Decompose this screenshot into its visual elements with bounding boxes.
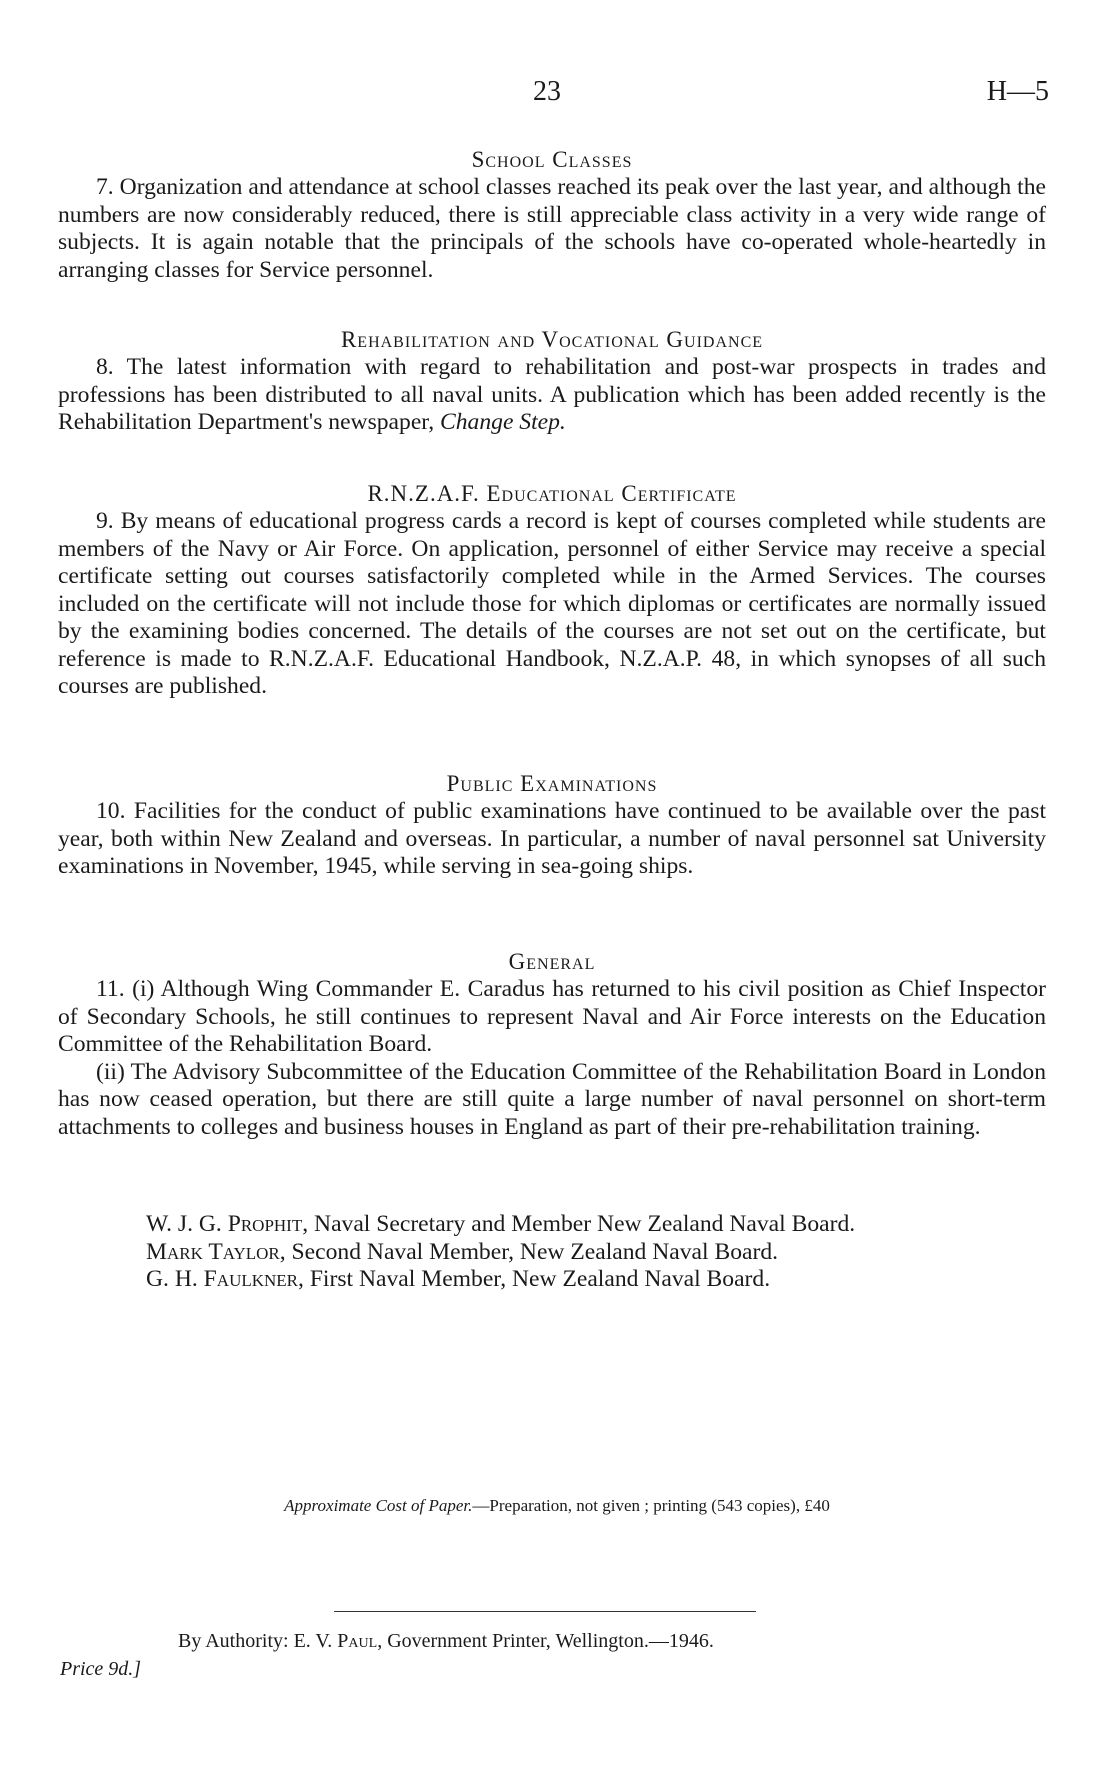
signatory	[146, 1211, 855, 1239]
section-heading: Public Examinations	[446, 771, 658, 796]
signatory-title: , First Naval Member, New Zealand Naval Board.	[298, 1266, 771, 1292]
section-heading: General	[508, 949, 596, 974]
signatory-name: G. H. Faulkner	[146, 1266, 299, 1292]
section-educational-certificate	[58, 480, 1046, 701]
section-school-classes	[58, 146, 1046, 284]
signatory-name: Mark Taylor	[146, 1238, 280, 1265]
cost-text: —Preparation, not given ; printing (543 copies), £40	[472, 1496, 830, 1515]
cost-note	[0, 1496, 1114, 1516]
page-number: 23	[533, 76, 561, 107]
section-heading: R.N.Z.A.F. Educational Certificate	[367, 481, 737, 506]
printer-name: E. V. Paul	[293, 1630, 378, 1652]
signatory	[146, 1266, 855, 1294]
signatory-name: W. J. G. Prophit	[146, 1211, 303, 1237]
section-heading: School Classes	[471, 147, 633, 172]
paragraph: 11. (i) Although Wing Commander E. Caradus has returned to his civil position as Chief Inspector of Secondary Schools, he still continues to represent Naval and Air Force interests on the Education Committee of the Rehabilitation Board.	[58, 976, 1046, 1057]
newspaper-title: Change Step.	[440, 409, 566, 435]
cost-label: Approximate Cost of Paper.	[284, 1496, 473, 1515]
paragraph: 7. Organization and attendance at school classes reached its peak over the last year, and although the numbers are now considerably reduced, there is still appreciable class activity in a very wide range of subjects. It is again notable that the principals of the schools have co-operated whole-heartedly in arranging classes for Service personnel.	[58, 174, 1046, 283]
authority-prefix: By Authority:	[178, 1630, 294, 1652]
price-label: Price 9d.]	[60, 1658, 142, 1680]
section-public-examinations	[58, 770, 1046, 881]
paragraph: (ii) The Advisory Subcommittee of the Education Committee of the Rehabilitation Board in London has now ceased operation, but there are still quite a large number of naval personnel on short-term attachments to colleges and business houses in England as part of their pre-rehabilitation training.	[58, 1058, 1046, 1140]
section-general	[58, 948, 1046, 1141]
paragraph: 10. Facilities for the conduct of public examinations have continued to be available over the past year, both within New Zealand and overseas. In particular, a number of naval personnel sat University examinations in November, 1945, while serving in sea-going ships.	[58, 798, 1046, 879]
document-reference: H—5	[986, 76, 1049, 107]
paragraph: 9. By means of educational progress cards a record is kept of courses completed while students are members of the Navy or Air Force. On application, personnel of either Service may receive a special certificate setting out courses satisfactorily completed while in the Armed Services. The courses included on the certificate will not include those for which diplomas or certificates are normally issued by the examining bodies concerned. The details of the courses are not set out on the certificate, but reference is made to R.N.Z.A.F. Educational Handbook, N.Z.A.P. 48, in which synopses of all such courses are published.	[58, 508, 1046, 699]
page-header	[0, 76, 1114, 116]
divider-rule	[334, 1611, 756, 1612]
section-heading: Rehabilitation and Vocational Guidance	[340, 327, 764, 352]
section-rehabilitation	[58, 326, 1046, 437]
signatory-title: , Naval Secretary and Member New Zealand Naval Board.	[302, 1211, 856, 1237]
paragraph	[58, 354, 1046, 437]
signature-block	[146, 1211, 855, 1294]
printer-authority	[178, 1630, 714, 1653]
authority-suffix: , Government Printer, Wellington.—1946.	[377, 1630, 714, 1652]
signatory	[146, 1239, 855, 1267]
signatory-title: , Second Naval Member, New Zealand Naval Board.	[279, 1238, 779, 1265]
paragraph-text: 8. The latest information with regard to rehabilitation and post-war prospects in trades and professions has been distributed to all naval units. A publication which has been added recently is the Rehabilitation Department's newspaper,	[58, 354, 1046, 435]
